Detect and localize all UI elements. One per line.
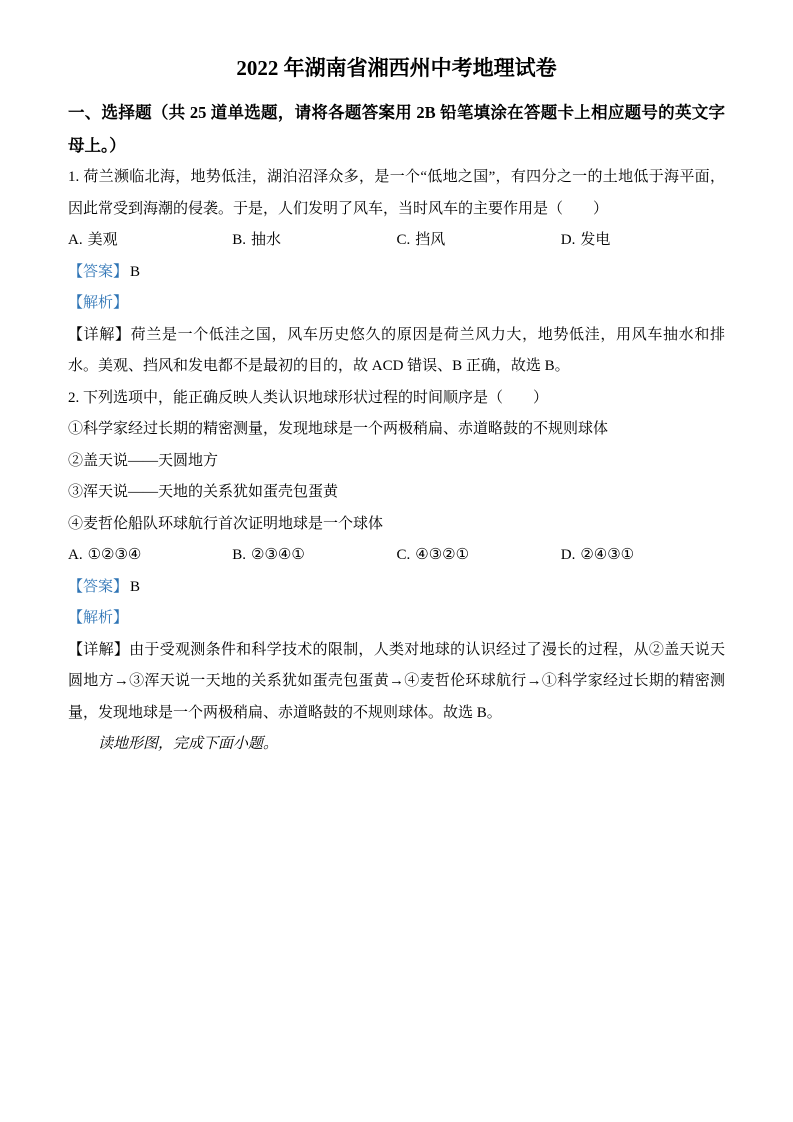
option-b — [232, 540, 396, 572]
option-text: 挡风 — [415, 232, 446, 248]
detail-tag: 【详解】 — [68, 641, 130, 658]
answer-line — [68, 572, 725, 604]
option-b — [232, 225, 396, 257]
option-text: 发电 — [580, 232, 611, 248]
question-stem — [68, 162, 725, 225]
option-a — [68, 225, 232, 257]
options-row — [68, 225, 725, 257]
question-stem — [68, 383, 725, 415]
question-number: 1. — [68, 169, 80, 185]
question-text: 下列选项中，能正确反映人类认识地球形状过程的时间顺序是（ ） — [83, 389, 549, 406]
detail-text: 由于受观测条件和科学技术的限制，人类对地球的认识经过了漫长的过程，从②盖天说天圆地方→③浑天说一天地的关系犹如蛋壳包蛋黄→④麦哲伦环球航行→①科学家经过长期的精密测量，发现地球是一个两极稍扁、赤道略鼓的不规则球体。故选 B。 — [68, 641, 725, 721]
option-d — [561, 225, 725, 257]
option-label: A. — [68, 232, 83, 248]
option-label: B. — [232, 232, 247, 248]
option-text: ④③②① — [415, 547, 470, 563]
question-item-2: ②盖天说——天圆地方 — [68, 452, 219, 469]
question-item-3: ③浑天说——天地的关系犹如蛋壳包蛋黄 — [68, 484, 339, 500]
option-text: ②③④① — [251, 547, 305, 563]
question-text: 荷兰濒临北海，地势低洼，湖泊沼泽众多，是一个“低地之国”，有四分之一的土地低于海平面，因此常受到海潮的侵袭。于是，人们发明了风车，当时风车的主要作用是（ ） — [68, 169, 726, 217]
option-label: A. — [68, 547, 83, 563]
analysis-line — [68, 603, 725, 635]
analysis-line — [68, 288, 725, 320]
answer-tag: 【答案】 — [68, 578, 129, 595]
option-a — [68, 540, 232, 572]
option-text: ②④③① — [580, 547, 635, 563]
passage-intro: 读地形图，完成下面小题。 — [98, 736, 279, 752]
option-label: D. — [560, 232, 576, 248]
question-block-1 — [68, 162, 725, 383]
page-title: 2022 年湖南省湘西州中考地理试卷 — [236, 56, 557, 80]
section-header: 一、选择题（共 25 道单选题，请将各题答案用 2B 铅笔填涂在答题卡上相应题号的英文字母上。） — [68, 103, 725, 155]
option-label: B. — [232, 547, 247, 563]
options-row — [68, 540, 725, 572]
option-text: 抽水 — [251, 232, 282, 248]
option-c — [397, 225, 561, 257]
option-label: C. — [396, 547, 411, 563]
option-d — [561, 540, 725, 572]
option-text: ①②③④ — [87, 547, 142, 563]
analysis-tag: 【解析】 — [68, 295, 129, 311]
question-block-2 — [68, 383, 725, 730]
analysis-tag: 【解析】 — [68, 610, 129, 626]
option-text: 美观 — [87, 232, 118, 248]
answer-tag: 【答案】 — [68, 263, 129, 280]
option-label: D. — [560, 547, 576, 563]
answer-value: B — [130, 578, 141, 595]
detail-paragraph — [68, 320, 725, 383]
option-label: C. — [396, 232, 411, 248]
answer-value: B — [130, 263, 141, 280]
detail-paragraph — [68, 635, 725, 730]
question-item-4: ④麦哲伦船队环球航行首次证明地球是一个球体 — [68, 515, 384, 532]
question-number: 2. — [68, 389, 80, 406]
option-c — [397, 540, 561, 572]
answer-line — [68, 257, 725, 289]
detail-tag: 【详解】 — [68, 326, 131, 343]
detail-text: 荷兰是一个低洼之国，风车历史悠久的原因是荷兰风力大，地势低洼，用风车抽水和排水。美观、挡风和发电都不是最初的目的，故 ACD 错误、B 正确，故选 B。 — [68, 326, 725, 374]
question-item-1: ①科学家经过长期的精密测量，发现地球是一个两极稍扁、赤道略鼓的不规则球体 — [68, 421, 609, 437]
